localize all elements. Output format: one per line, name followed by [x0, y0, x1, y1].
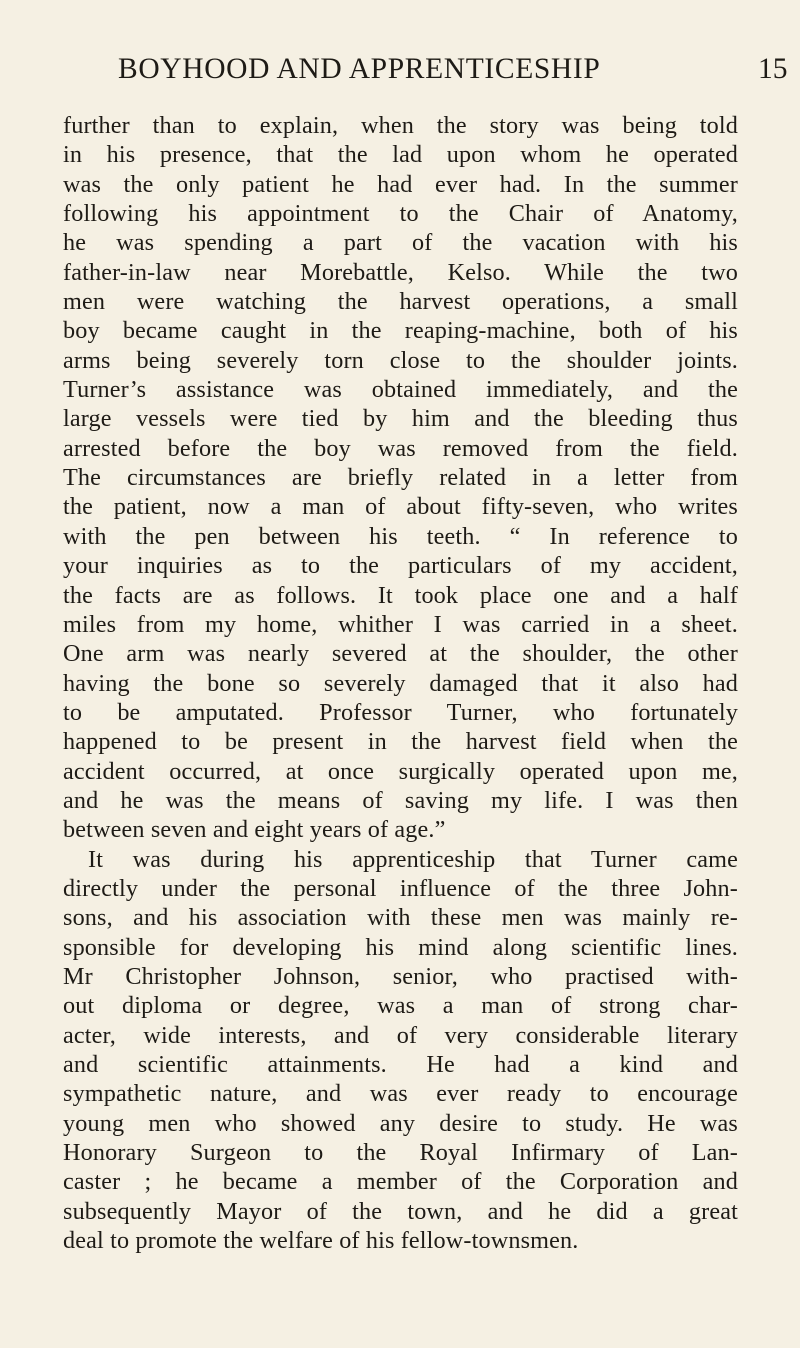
- text-line: large vessels were tied by him and the bleeding thus: [63, 405, 738, 433]
- text-line: acter, wide interests, and of very considerable literary: [63, 1021, 738, 1049]
- text-line: was the only patient he had ever had. In the summer: [63, 170, 738, 198]
- body-text: [63, 111, 738, 1255]
- text-line: and he was the means of saving my life. I was then: [63, 786, 738, 814]
- running-title: BOYHOOD AND APPRENTICESHIP: [118, 53, 601, 85]
- text-line: subsequently Mayor of the town, and he did a great: [63, 1197, 738, 1225]
- text-line: accident occurred, at once surgically operated upon me,: [63, 757, 738, 785]
- text-line: The circumstances are briefly related in a letter from: [63, 464, 738, 492]
- text-line: to be amputated. Professor Turner, who fortunately: [63, 698, 738, 726]
- page-number: 15: [758, 53, 788, 85]
- text-line: father-in-law near Morebattle, Kelso. While the two: [63, 258, 738, 286]
- text-line: between seven and eight years of age.”: [63, 816, 446, 844]
- text-line: he was spending a part of the vacation with his: [63, 229, 738, 257]
- text-line: happened to be present in the harvest field when the: [63, 728, 738, 756]
- text-line: sons, and his association with these men was mainly re-: [63, 904, 738, 932]
- text-line: the facts are as follows. It took place one and a half: [63, 581, 738, 609]
- text-line: following his appointment to the Chair of Anatomy,: [63, 200, 738, 228]
- text-line: boy became caught in the reaping-machine, both of his: [63, 317, 738, 345]
- text-line: further than to explain, when the story was being told: [63, 112, 738, 139]
- text-line: sponsible for developing his mind along scientific lines.: [63, 933, 738, 961]
- text-line: having the bone so severely damaged that it also had: [63, 669, 738, 697]
- text-line: Honorary Surgeon to the Royal Infirmary of Lan-: [63, 1139, 738, 1167]
- text-line: Turner’s assistance was obtained immediately, and the: [63, 376, 738, 404]
- text-line: young men who showed any desire to study. He was: [63, 1109, 738, 1137]
- text-line: arrested before the boy was removed from the field.: [63, 434, 738, 462]
- text-line: with the pen between his teeth. “ In reference to: [63, 522, 738, 550]
- text-line: deal to promote the welfare of his fellow-townsmen.: [63, 1227, 579, 1255]
- text-line: and scientific attainments. He had a kind and: [63, 1051, 738, 1078]
- text-line: the patient, now a man of about fifty-seven, who writes: [63, 493, 738, 521]
- text-line: One arm was nearly severed at the shoulder, the other: [63, 640, 738, 668]
- text-line: sympathetic nature, and was ever ready to encourage: [63, 1080, 738, 1108]
- text-line: arms being severely torn close to the shoulder joints.: [63, 346, 738, 374]
- text-line: out diploma or degree, was a man of strong char-: [63, 992, 738, 1020]
- text-line: directly under the personal influence of the three John-: [63, 874, 738, 902]
- text-line: men were watching the harvest operations, a small: [63, 288, 738, 316]
- text-line: your inquiries as to the particulars of my accident,: [63, 552, 738, 580]
- text-line: Mr Christopher Johnson, senior, who practised with-: [63, 962, 738, 990]
- text-line: miles from my home, whither I was carried in a sheet.: [63, 610, 738, 638]
- text-line: in his presence, that the lad upon whom he operated: [63, 141, 738, 169]
- text-line: caster ; he became a member of the Corporation and: [63, 1168, 738, 1196]
- running-head: [118, 53, 800, 93]
- text-line: It was during his apprenticeship that Turner came: [88, 845, 738, 873]
